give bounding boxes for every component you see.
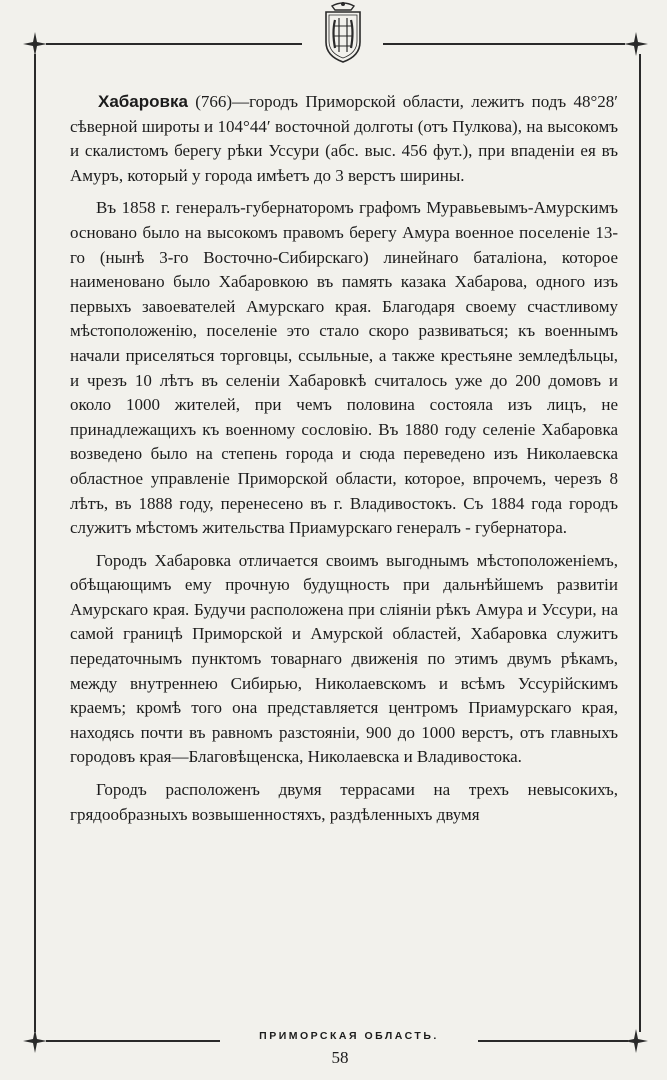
page-number: 58: [331, 1048, 349, 1067]
frame-bottom-right-rule: [478, 1040, 628, 1042]
corner-ornament-top-left: [22, 31, 48, 57]
coat-of-arms-icon: [318, 0, 368, 66]
paragraph: [70, 90, 618, 188]
corner-ornament-bottom-right: [623, 1028, 649, 1054]
paragraph: Городъ расположенъ двумя террасами на трехъ невысокихъ, грядообразныхъ возвышенностяхъ, раздѣленныхъ двумя: [70, 780, 618, 824]
entry-heading: Хабаровка: [98, 92, 188, 111]
running-title: ПРИМОРСКАЯ ОБЛАСТЬ.: [259, 1030, 439, 1042]
paragraph: Въ 1858 г. генералъ-губернаторомъ графомъ Муравьевымъ-Амурскимъ основано было на высокомъ правомъ берегу Амура военное поселеніе 13-го (нынѣ 3-го Восточно-Сибирскаго) линейнаго баталіона, которое наименовано было Хабаровкою въ память казака Хабарова, одного изъ первыхъ завоевателей Амурскаго края. Благодаря своему счастливому мѣстоположенію, поселеніе это стало скоро развиваться; къ военнымъ начали приселяться торговцы, ссыльные, а также крестьяне земледѣльцы, и чрезъ 10 лѣтъ въ селеніи Хабаровкѣ считалось уже до 200 домовъ и около 1000 жителей, при чемъ половина состояла изъ лицъ, не принадлежащихъ къ военному сословію. Въ 1880 году селеніе Хабаровка возведено было на степень города и сюда переведено изъ Николаевска областное управленіе Приморской области, которое, впрочемъ, черезъ 8 лѣтъ, въ 1888 году, перенесено въ г. Владивостокъ. Съ 1884 года городъ служитъ мѣстомъ жительства Приамурскаго генералъ - губернатора.: [70, 198, 618, 538]
frame-bottom-left-rule: [46, 1040, 220, 1042]
frame-right-rule: [639, 54, 641, 1032]
frame-top-left-rule: [46, 43, 302, 45]
paragraph: Городъ Хабаровка отличается своимъ выгоднымъ мѣстоположеніемъ, обѣщающимъ ему прочную будущность при дальнѣйшемъ развитіи Амурскаго края. Будучи расположена при сліяніи рѣкъ Амура и Уссури, на самой границѣ Приморской и Амурской областей, Хабаровка служитъ передаточнымъ пунктомъ товарнаго движенія по этимъ двумъ рѣкамъ, между внутреннею Сибирью, Николаевскомъ и всѣмъ Уссурійскимъ краемъ; кромѣ того она представляется центромъ Приамурскаго края, находясь почти въ равномъ разстояніи, 900 до 1000 верстъ, отъ главныхъ городовъ края—Благовѣщенска, Николаевска и Владивостока.: [70, 550, 618, 767]
frame-top-right-rule: [383, 43, 625, 45]
paragraph-text: (766)—городъ Приморской области, лежитъ подъ 48°28′ сѣверной широты и 104°44′ восточной долготы (отъ Пулкова), на высокомъ и скалистомъ берегу рѣки Уссури (абс. выс. 456 фут.), при впаденіи ея въ Амуръ, который у города имѣетъ до 3 верстъ ширины.: [70, 92, 618, 185]
corner-ornament-top-right: [623, 31, 649, 57]
body-text: [70, 90, 618, 835]
corner-ornament-bottom-left: [22, 1028, 48, 1054]
frame-left-rule: [34, 54, 36, 1032]
